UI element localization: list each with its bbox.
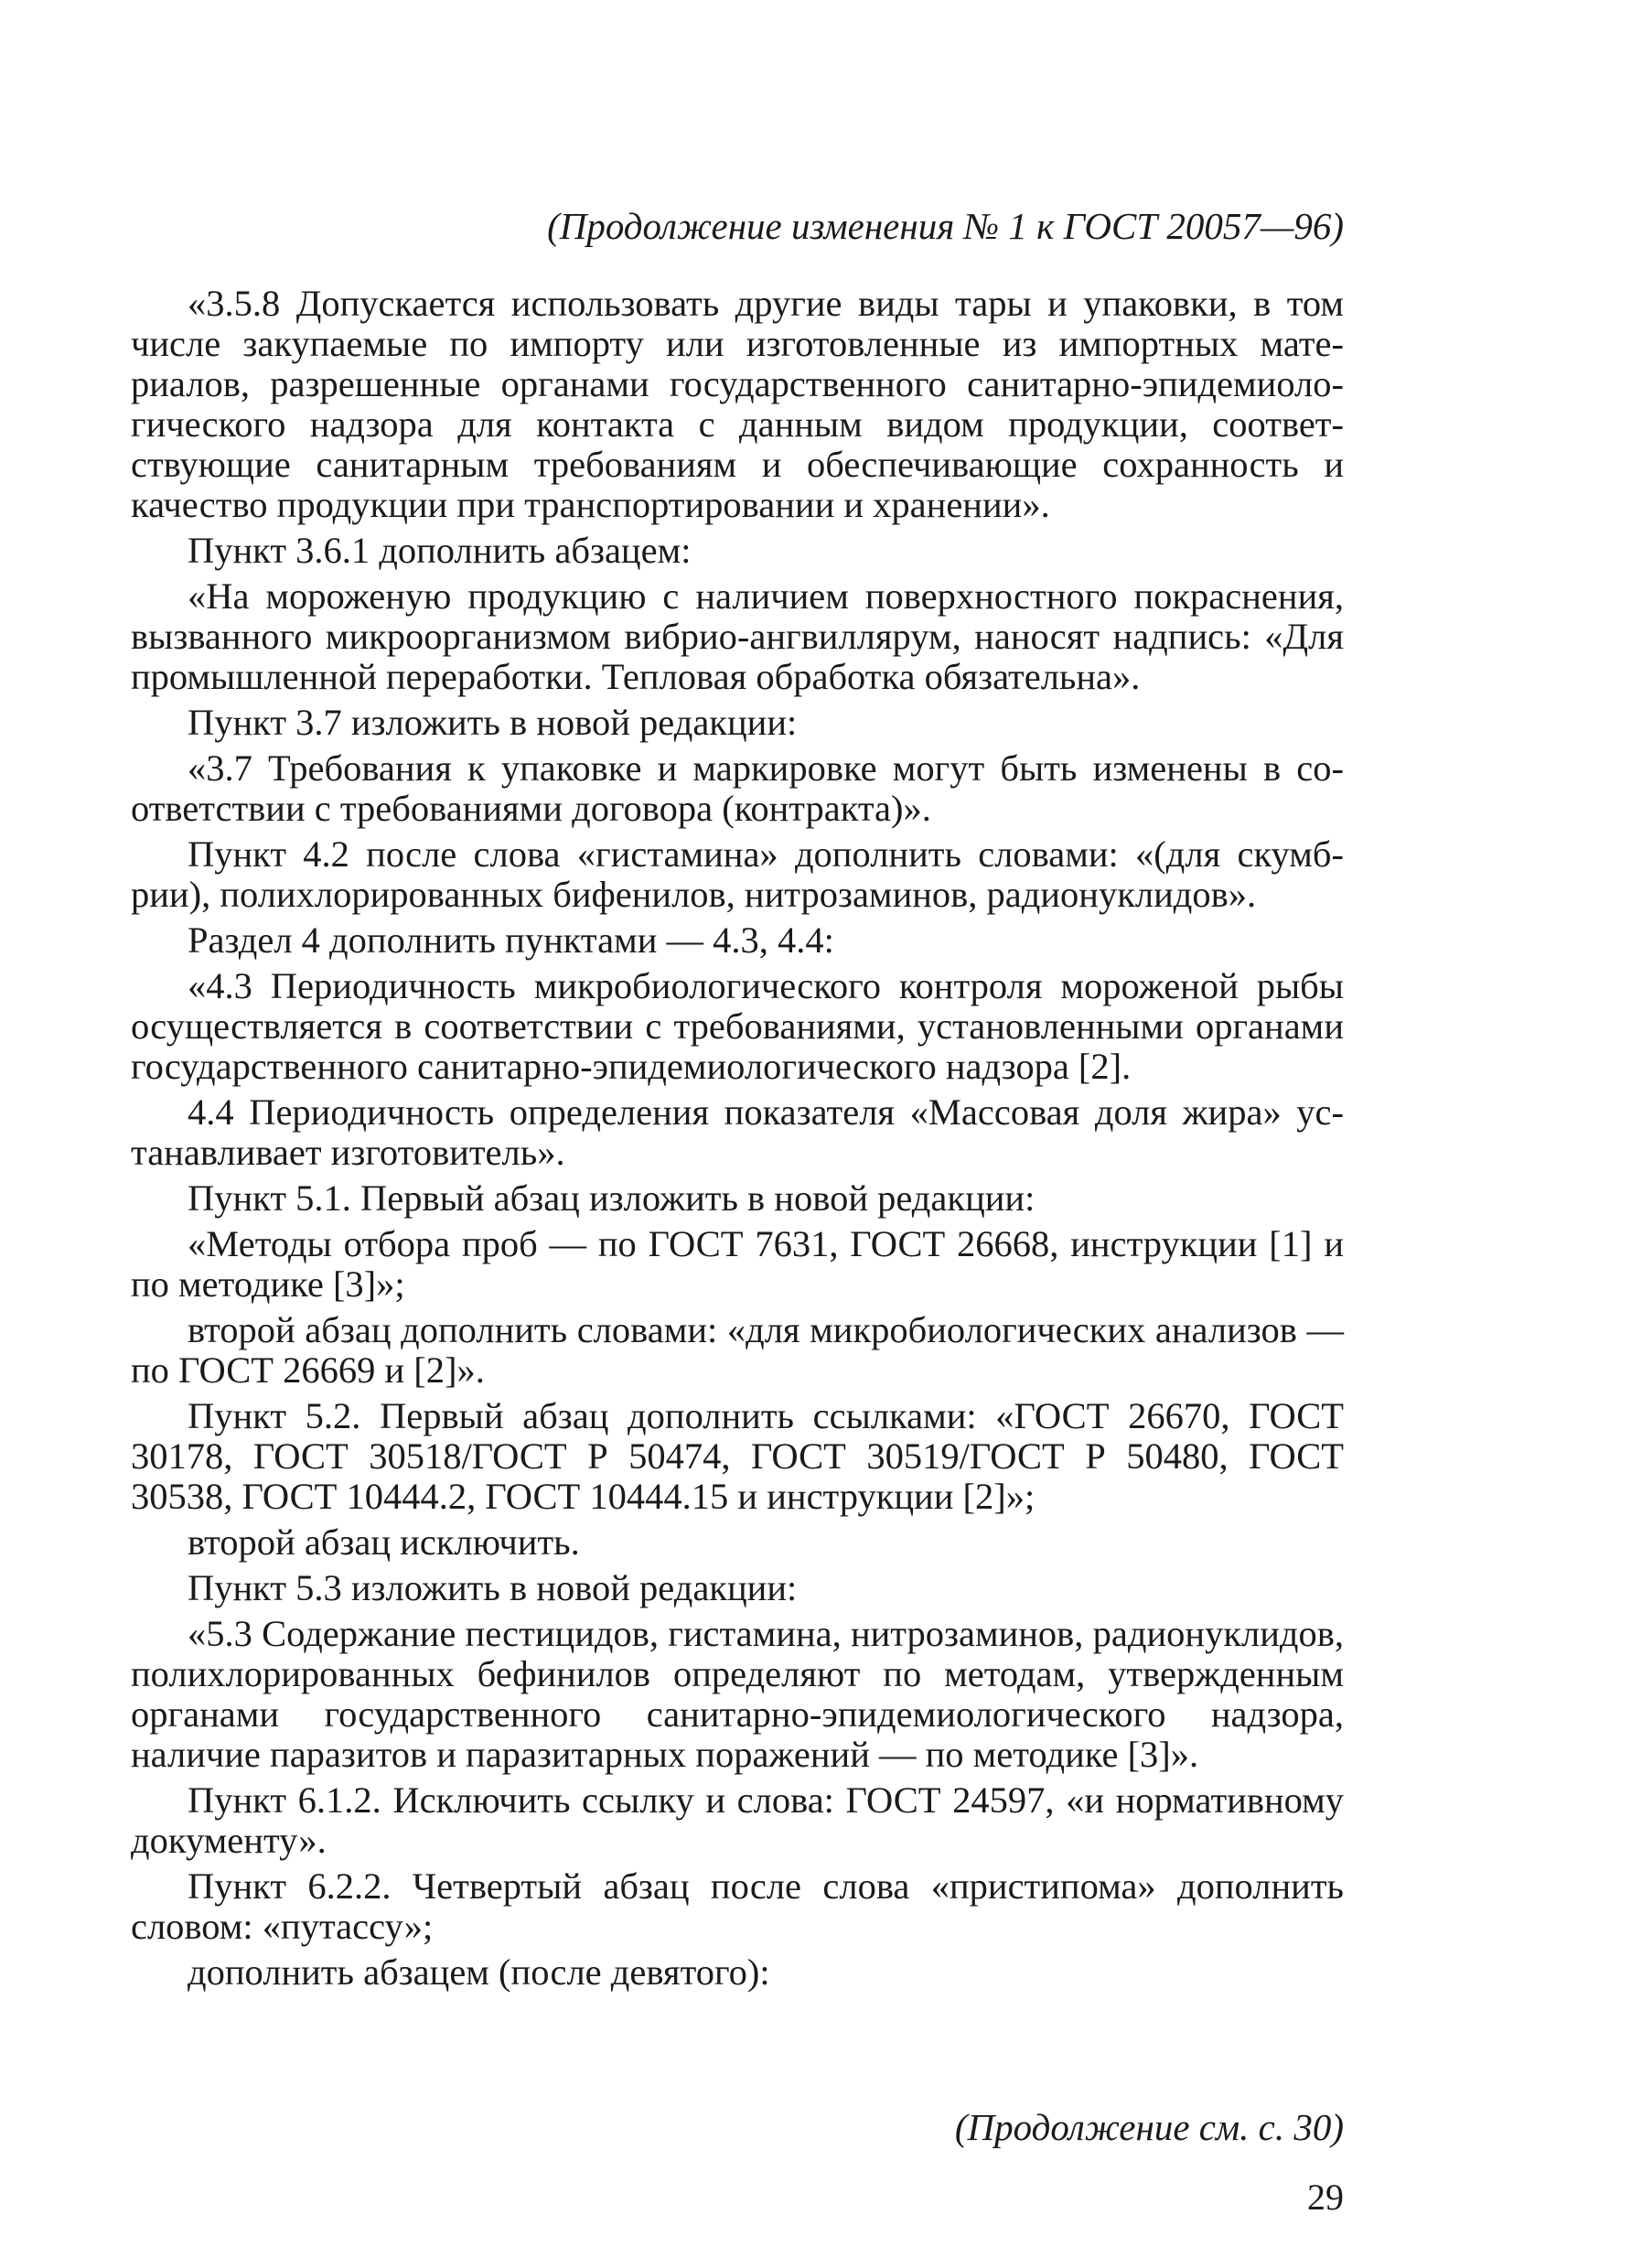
paragraph-item-3-6-1: Пункт 3.6.1 дополнить абзацем: (188, 530, 692, 571)
paragraph-item-4-2: Пункт 4.2 после слова «гистамина» дополнить словами: «(для скумбрии), полихлорированных бифенилов, нитрозаминов, радионуклидов». (131, 833, 1344, 915)
paragraph-5-3-text: «5.3 Содержание пестицидов, гистамина, нитрозаминов, радионуклидов, полихлорированных бефинилов определяют по методам, утвержденным органами государственного санитарно-эпидемиологического надзора, наличие паразитов и паразитарных поражений — по методике [3]». (131, 1613, 1344, 1775)
paragraph-add-abzac: дополнить абзацем (после девятого): (188, 1951, 770, 1993)
paragraph-4-3: «4.3 Периодичность микробиологического контроля мороженой рыбы осуществляется в соответствии с требованиями, установленными органами государственного санитарно-эпидемиологического надзора [2]. (131, 965, 1344, 1087)
paragraph-item-6-1-2: Пункт 6.1.2. Исключить ссылку и слова: ГОСТ 24597, «и нормативному документу». (131, 1779, 1344, 1861)
paragraph-4-4: 4.4 Периодичность определения показателя «Массовая доля жира» устанавливает изготовитель». (131, 1091, 1344, 1173)
paragraph-3-5-8: «3.5.8 Допускается использовать другие виды тары и упаковки, в том числе закупаемые по импорту или изготовленные из импортных материалов, разрешенные органами государственного санитарно-эпидемиологического надзора для контакта с данным видом продукции, соответствующие санитарным требованиям и обеспечивающие сохранность и качество продукции при транспортировании и хранении». (131, 283, 1344, 525)
paragraph-3-7-text: «3.7 Требования к упаковке и маркировке могут быть изменены в соответствии с требованиями договора (контракта)». (131, 747, 1344, 829)
paragraph-item-6-2-2: Пункт 6.2.2. Четвертый абзац после слова «пристипома» дополнить словом: «путассу»; (131, 1865, 1344, 1947)
document-body (131, 284, 1344, 1998)
continuation-header: (Продолжение изменения № 1 к ГОСТ 20057—96) (547, 205, 1344, 247)
page-number: 29 (1307, 2177, 1344, 2218)
paragraph-section-4: Раздел 4 дополнить пунктами — 4.3, 4.4: (188, 919, 834, 961)
paragraph-item-3-7: Пункт 3.7 изложить в новой редакции: (188, 702, 798, 743)
paragraph-item-5-1: Пункт 5.1. Первый абзац изложить в новой редакции: (188, 1177, 1035, 1219)
continuation-footer: (Продолжение см. с. 30) (954, 2106, 1344, 2148)
paragraph-second-abzac-5-2: второй абзац исключить. (188, 1521, 580, 1563)
paragraph-item-5-3: Пункт 5.3 изложить в новой редакции: (188, 1567, 798, 1608)
paragraph-item-5-2: Пункт 5.2. Первый абзац дополнить ссылками: «ГОСТ 26670, ГОСТ 30178, ГОСТ 30518/ГОСТ Р 50474, ГОСТ 30519/ГОСТ Р 50480, ГОСТ 30538, ГОСТ 10444.2, ГОСТ 10444.15 и инструкции [2]»; (131, 1395, 1344, 1517)
paragraph-frozen-products: «На мороженую продукцию с наличием поверхностного покраснения, вызванного микроорганизмом вибрио-ангвиллярум, наносят надпись: «Для промышленной переработки. Тепловая обработка обязательна». (131, 575, 1344, 697)
paragraph-sampling-methods: «Методы отбора проб — по ГОСТ 7631, ГОСТ 26668, инструкции [1] и по методике [3]»; (131, 1223, 1344, 1305)
paragraph-second-abzac-5-1: второй абзац дополнить словами: «для микробиологических анализов — по ГОСТ 26669 и [2]». (131, 1309, 1344, 1391)
